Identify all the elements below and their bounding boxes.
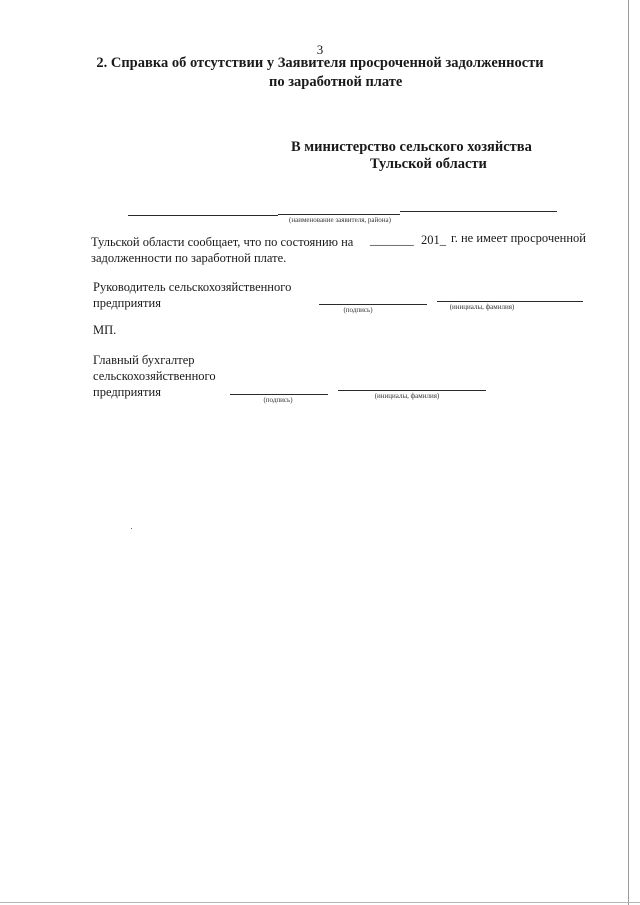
accountant-title-line2: сельскохозяйственного <box>93 369 216 383</box>
page-number: 3 <box>316 42 324 57</box>
statement-date-blank: _______ <box>370 233 414 247</box>
accountant-name-caption: (инициалы, фамилия) <box>374 392 440 400</box>
stamp-label: МП. <box>93 323 117 337</box>
head-title-line2: предприятия <box>93 296 161 310</box>
accountant-signature-line <box>230 394 328 395</box>
head-name-line <box>437 301 583 302</box>
head-title-line1: Руководитель сельскохозяйственного <box>93 280 292 294</box>
scan-speck <box>131 528 132 529</box>
accountant-signature-caption: (подпись) <box>263 396 293 404</box>
statement-year: 201_ <box>421 233 446 247</box>
applicant-line-right <box>400 211 557 212</box>
head-signature-line <box>319 304 427 305</box>
accountant-title-line1: Главный бухгалтер <box>93 353 195 367</box>
head-signature-caption: (подпись) <box>343 306 373 314</box>
document-title-line2: по заработной плате <box>269 74 403 90</box>
statement-part2: г. не имеет просроченной <box>451 231 586 245</box>
scan-edge-right <box>628 0 629 905</box>
applicant-line-middle <box>278 214 400 215</box>
statement-part1: Тульской области сообщает, что по состоянию на <box>91 235 354 249</box>
applicant-caption: (наименование заявителя, района) <box>289 216 391 224</box>
addressee-line2: Тульской области <box>370 156 487 172</box>
statement-line2: задолженности по заработной плате. <box>91 251 287 265</box>
applicant-line-left <box>128 215 278 216</box>
head-name-caption: (инициалы, фамилия) <box>449 303 515 311</box>
accountant-title-line3: предприятия <box>93 385 161 399</box>
document-title-line1: 2. Справка об отсутствии у Заявителя просроченной задолженности <box>96 55 544 71</box>
accountant-name-line <box>338 390 486 391</box>
scan-edge-bottom <box>0 902 640 903</box>
addressee-line1: В министерство сельского хозяйства <box>291 139 532 155</box>
